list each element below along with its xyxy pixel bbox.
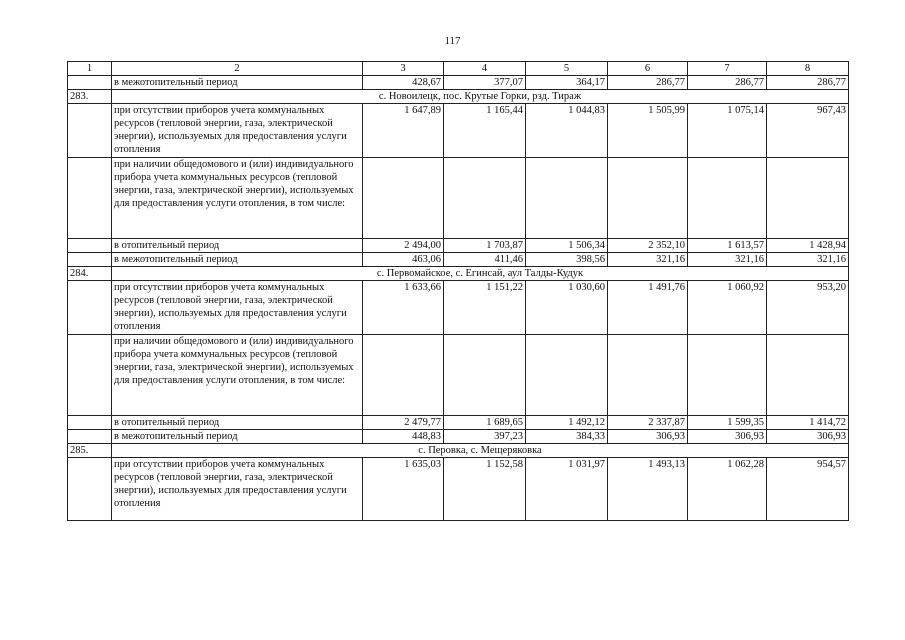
value-cell	[444, 158, 526, 239]
value-cell: 411,46	[444, 253, 526, 267]
value-cell: 2 352,10	[608, 239, 688, 253]
value-cell: 953,20	[767, 281, 849, 335]
value-cell: 306,93	[608, 430, 688, 444]
table-row	[68, 253, 849, 267]
value-cell	[608, 158, 688, 239]
description-cell: в межотопительный период	[112, 76, 363, 90]
value-cell: 1 060,92	[688, 281, 767, 335]
value-cell: 463,06	[363, 253, 444, 267]
value-cell: 1 493,13	[608, 458, 688, 521]
value-cell	[444, 335, 526, 416]
value-cell: 1 062,28	[688, 458, 767, 521]
tariff-table	[67, 61, 849, 521]
value-cell: 1 428,94	[767, 239, 849, 253]
header-cell: 8	[767, 62, 849, 76]
value-cell: 1 491,76	[608, 281, 688, 335]
value-cell: 448,83	[363, 430, 444, 444]
value-cell	[767, 335, 849, 416]
value-cell: 1 492,12	[526, 416, 608, 430]
value-cell: 321,16	[767, 253, 849, 267]
position-cell	[68, 76, 112, 90]
position-cell	[68, 158, 112, 239]
description-cell: в межотопительный период	[112, 430, 363, 444]
header-cell: 7	[688, 62, 767, 76]
description-cell: в отопительный период	[112, 239, 363, 253]
value-cell: 1 613,57	[688, 239, 767, 253]
value-cell: 286,77	[608, 76, 688, 90]
value-cell: 1 152,58	[444, 458, 526, 521]
position-cell	[68, 239, 112, 253]
position-cell	[68, 335, 112, 416]
table-row	[68, 458, 849, 521]
position-cell	[68, 416, 112, 430]
section-title: с. Новоилецк, пос. Крутые Горки, рзд. Тираж	[112, 90, 849, 104]
description-cell: при отсутствии приборов учета коммунальных ресурсов (тепловой энергии, газа, электрической энергии), используемых для предоставления услуги отопления	[112, 104, 363, 158]
description-cell: при отсутствии приборов учета коммунальных ресурсов (тепловой энергии, газа, электрической энергии), используемых для предоставления услуги отопления	[112, 281, 363, 335]
value-cell	[363, 158, 444, 239]
value-cell: 1 633,66	[363, 281, 444, 335]
value-cell: 1 647,89	[363, 104, 444, 158]
value-cell: 428,67	[363, 76, 444, 90]
header-cell: 1	[68, 62, 112, 76]
section-title: с. Перовка, с. Мещеряковка	[112, 444, 849, 458]
header-cell: 3	[363, 62, 444, 76]
value-cell: 377,07	[444, 76, 526, 90]
section-row	[68, 90, 849, 104]
header-cell: 2	[112, 62, 363, 76]
value-cell	[688, 158, 767, 239]
value-cell: 1 151,22	[444, 281, 526, 335]
value-cell: 2 494,00	[363, 239, 444, 253]
value-cell: 384,33	[526, 430, 608, 444]
value-cell: 1 703,87	[444, 239, 526, 253]
table-row	[68, 430, 849, 444]
description-cell: при отсутствии приборов учета коммунальных ресурсов (тепловой энергии, газа, электрической энергии), используемых для предоставления услуги отопления	[112, 458, 363, 521]
section-number: 285.	[68, 444, 112, 458]
header-cell: 4	[444, 62, 526, 76]
description-cell: в отопительный период	[112, 416, 363, 430]
value-cell: 2 337,87	[608, 416, 688, 430]
table-row	[68, 104, 849, 158]
page-number: 117	[444, 35, 461, 47]
table-row	[68, 335, 849, 416]
value-cell: 1 165,44	[444, 104, 526, 158]
value-cell: 1 505,99	[608, 104, 688, 158]
section-row	[68, 444, 849, 458]
description-cell: в межотопительный период	[112, 253, 363, 267]
header-cell: 5	[526, 62, 608, 76]
value-cell: 1 635,03	[363, 458, 444, 521]
section-number: 284.	[68, 267, 112, 281]
table-header-row	[68, 62, 849, 76]
value-cell: 2 479,77	[363, 416, 444, 430]
position-cell	[68, 253, 112, 267]
section-title: с. Первомайское, с. Егинсай, аул Талды-Кудук	[112, 267, 849, 281]
value-cell: 1 506,34	[526, 239, 608, 253]
section-row	[68, 267, 849, 281]
value-cell	[608, 335, 688, 416]
value-cell: 1 031,97	[526, 458, 608, 521]
table-row	[68, 158, 849, 239]
value-cell: 286,77	[767, 76, 849, 90]
value-cell: 1 689,65	[444, 416, 526, 430]
position-cell	[68, 458, 112, 521]
value-cell: 1 599,35	[688, 416, 767, 430]
value-cell: 286,77	[688, 76, 767, 90]
value-cell: 321,16	[688, 253, 767, 267]
section-number: 283.	[68, 90, 112, 104]
value-cell: 1 030,60	[526, 281, 608, 335]
table-row	[68, 76, 849, 90]
description-cell: при наличии общедомового и (или) индивидуального прибора учета коммунальных ресурсов (тепловой энергии, газа, электрической энергии), используемых для предоставления услуги отопления, в том числе:	[112, 158, 363, 239]
header-cell: 6	[608, 62, 688, 76]
value-cell: 306,93	[767, 430, 849, 444]
value-cell	[526, 335, 608, 416]
value-cell: 1 414,72	[767, 416, 849, 430]
value-cell	[767, 158, 849, 239]
value-cell	[526, 158, 608, 239]
value-cell: 967,43	[767, 104, 849, 158]
value-cell	[688, 335, 767, 416]
value-cell: 364,17	[526, 76, 608, 90]
table-row	[68, 281, 849, 335]
value-cell: 398,56	[526, 253, 608, 267]
position-cell	[68, 281, 112, 335]
value-cell: 306,93	[688, 430, 767, 444]
value-cell: 954,57	[767, 458, 849, 521]
value-cell: 321,16	[608, 253, 688, 267]
value-cell: 1 044,83	[526, 104, 608, 158]
value-cell: 397,23	[444, 430, 526, 444]
table-row	[68, 416, 849, 430]
value-cell: 1 075,14	[688, 104, 767, 158]
position-cell	[68, 104, 112, 158]
table-row	[68, 239, 849, 253]
value-cell	[363, 335, 444, 416]
description-cell: при наличии общедомового и (или) индивидуального прибора учета коммунальных ресурсов (тепловой энергии, газа, электрической энергии), используемых для предоставления услуги отопления, в том числе:	[112, 335, 363, 416]
position-cell	[68, 430, 112, 444]
